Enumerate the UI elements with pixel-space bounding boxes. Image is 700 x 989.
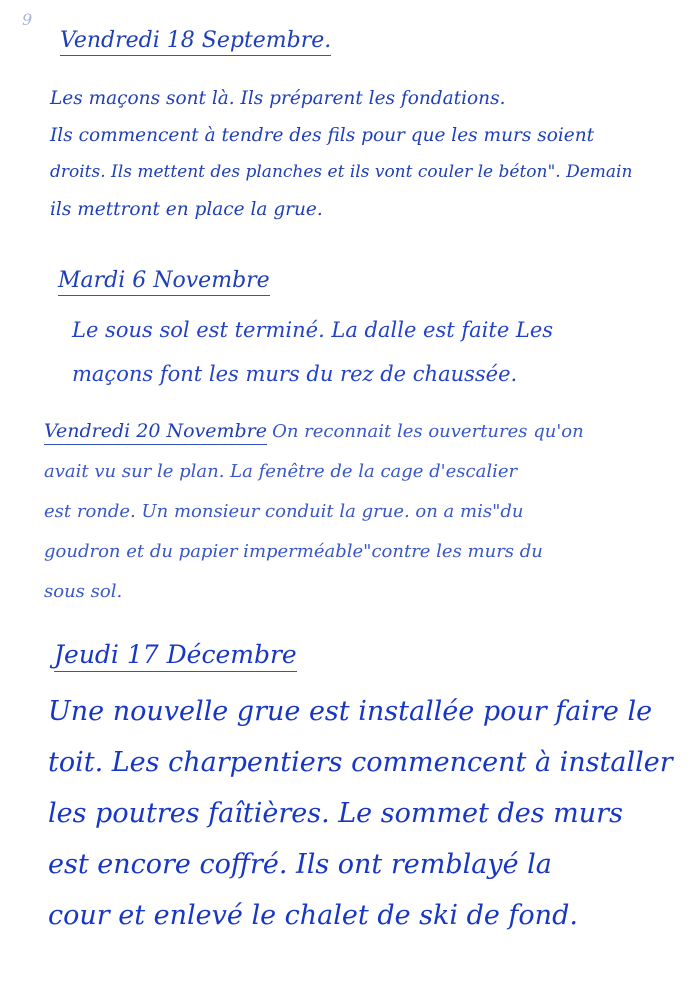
text-line: est ronde. Un monsieur conduit la grue. on a mis"du <box>44 501 524 522</box>
entry-date: Jeudi 17 Décembre <box>54 640 297 672</box>
entry-text <box>50 80 680 228</box>
text-line: Les maçons sont là. Ils préparent les fondations. <box>50 88 506 109</box>
text-line: cour et enlevé le chalet de ski de fond. <box>48 900 578 931</box>
entry-date: Vendredi 18 Septembre. <box>60 28 331 56</box>
diary-entry-1 <box>50 28 680 228</box>
diary-entry-4 <box>48 640 684 941</box>
diary-entry-2 <box>50 268 680 396</box>
text-line: On reconnait les ouvertures qu'on <box>272 421 584 442</box>
text-line: ils mettront en place la grue. <box>50 199 323 220</box>
diary-entry-3 <box>44 412 674 612</box>
entry-text <box>50 308 680 396</box>
entry-text <box>48 686 684 941</box>
text-line: droits. Ils mettent des planches et ils vont couler le béton". Demain <box>50 162 633 182</box>
entry-first-row <box>44 412 674 452</box>
text-line: sous sol. <box>44 581 123 602</box>
text-line: Le sous sol est terminé. La dalle est faite Les <box>72 318 554 342</box>
text-line: Une nouvelle grue est installée pour faire le <box>48 696 653 727</box>
text-line: maçons font les murs du rez de chaussée. <box>72 362 518 386</box>
entry-date: Mardi 6 Novembre <box>58 268 270 296</box>
text-line: les poutres faîtières. Le sommet des murs <box>48 798 623 829</box>
text-line: est encore coffré. Ils ont remblayé la <box>48 849 552 880</box>
text-line: Ils commencent à tendre des fils pour que les murs soient <box>50 125 595 146</box>
text-line: goudron et du papier imperméable"contre les murs du <box>44 541 543 562</box>
entry-date: Vendredi 20 Novembre <box>44 420 267 445</box>
text-line: avait vu sur le plan. La fenêtre de la cage d'escalier <box>44 461 518 482</box>
page-number-mark: 9 <box>22 10 33 29</box>
entry-text <box>44 452 674 612</box>
text-line: toit. Les charpentiers commencent à installer <box>48 747 673 778</box>
